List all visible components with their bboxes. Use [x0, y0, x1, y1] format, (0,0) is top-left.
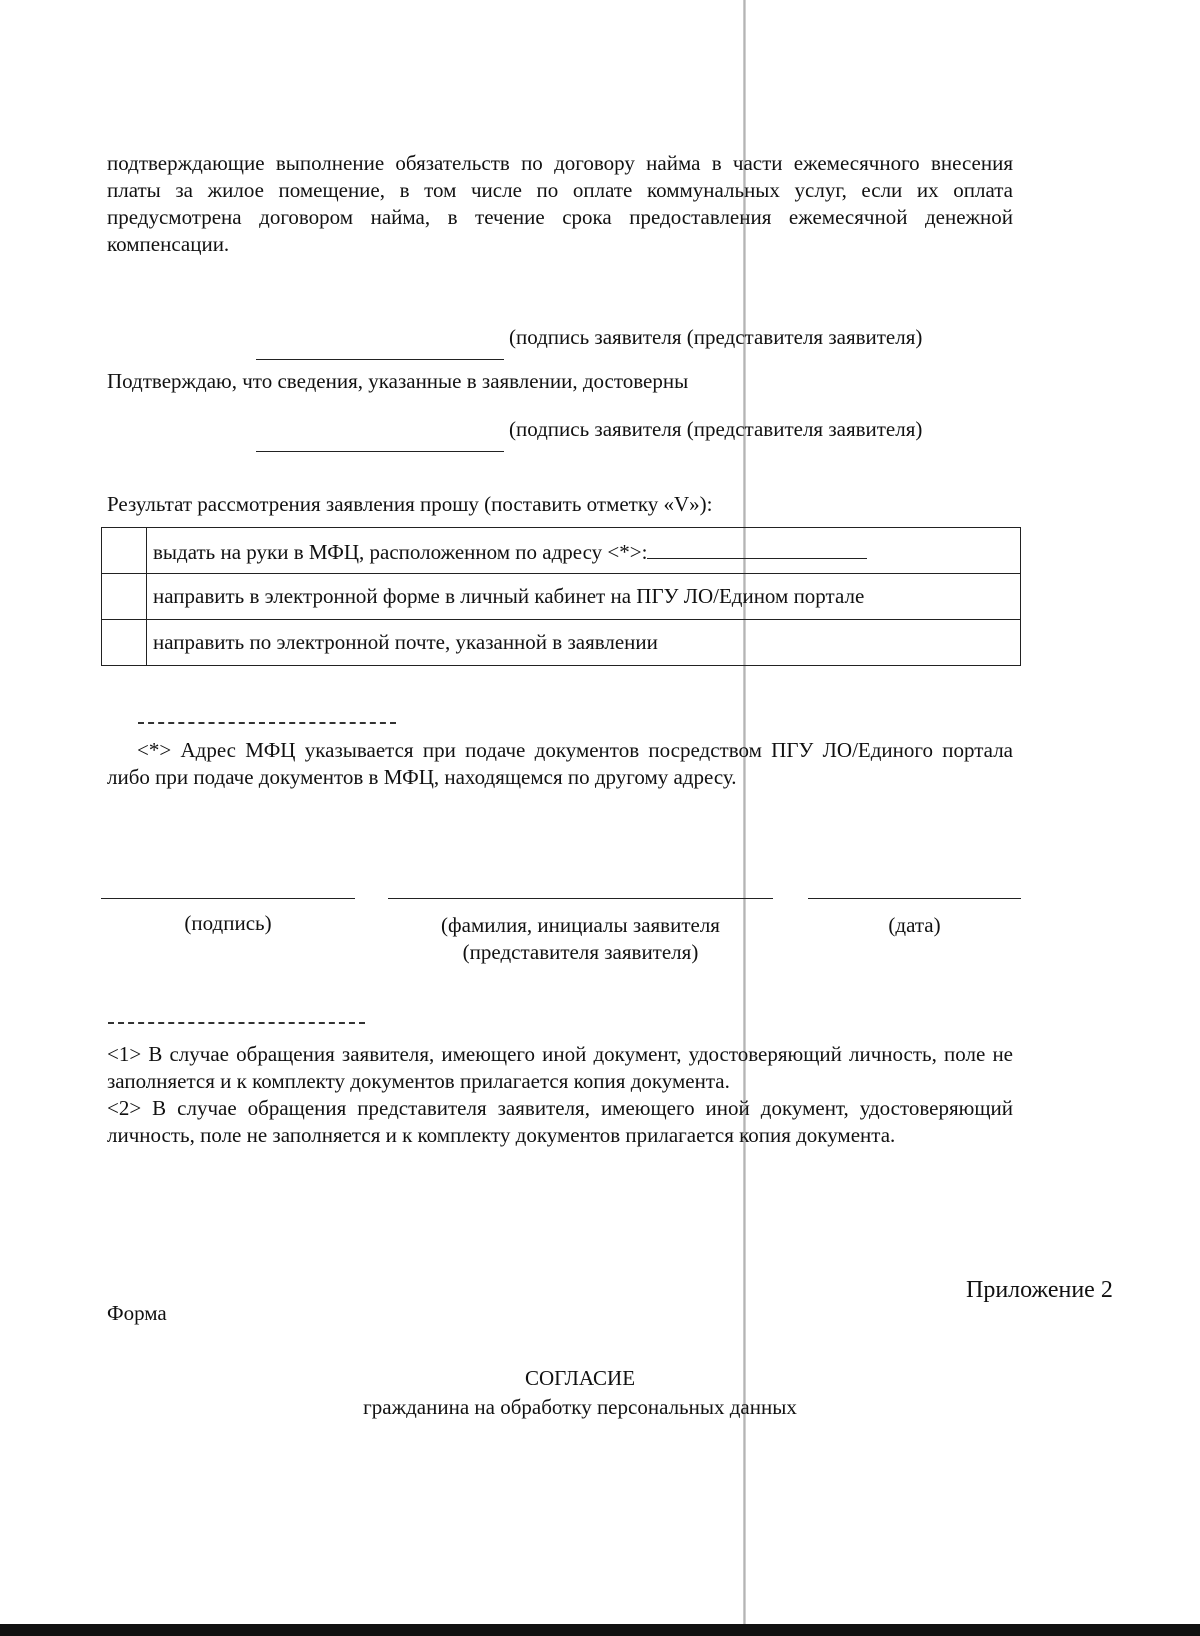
result-options-table: [101, 527, 1021, 666]
sign-line-date: [808, 898, 1021, 899]
signature-line-2: [256, 451, 504, 452]
scan-bottom-edge: [0, 1624, 1200, 1636]
footnote-separator-2: [108, 1022, 365, 1024]
signature-caption-1: (подпись заявителя (представителя заявителя): [509, 325, 923, 349]
form-label: Форма: [107, 1301, 167, 1325]
consent-subtitle: гражданина на обработку персональных данных: [363, 1395, 797, 1419]
option-row: [102, 620, 1021, 666]
option-checkbox-mfc[interactable]: [102, 528, 147, 574]
option-row: [102, 574, 1021, 620]
option-label-email: направить по электронной почте, указанной в заявлении: [153, 630, 658, 654]
option-checkbox-portal[interactable]: [102, 574, 147, 620]
footnote-1: <1> В случае обращения заявителя, имеющего иной документ, удостоверяющий личность, поле не заполняется и к комплекту документов прилагается копия документа.: [107, 1042, 1013, 1093]
option-cell: [147, 528, 1021, 574]
signature-caption-2: (подпись заявителя (представителя заявителя): [509, 417, 923, 441]
signature-line-1: [256, 359, 504, 360]
option-label-portal: направить в электронной форме в личный кабинет на ПГУ ЛО/Едином портале: [153, 584, 865, 608]
sign-caption-date: (дата): [888, 913, 941, 937]
sign-caption-name-1: (фамилия, инициалы заявителя: [441, 913, 720, 937]
consent-title: СОГЛАСИЕ: [524, 1366, 636, 1390]
sign-line-name: [388, 898, 773, 899]
address-fill-line[interactable]: [647, 536, 867, 559]
sign-caption-name-2: (представителя заявителя): [462, 940, 699, 964]
footnote-2: <2> В случае обращения представителя заявителя, имеющего иной документ, удостоверяющий личность, поле не заполняется и к комплекту документов прилагается копия документа.: [107, 1096, 1013, 1147]
option-cell: [147, 620, 1021, 666]
sign-caption-signature: (подпись): [184, 911, 272, 935]
appendix-label: Приложение 2: [966, 1277, 1113, 1303]
option-label-mfc: выдать на руки в МФЦ, расположенном по адресу <*>:: [153, 540, 648, 564]
sign-line-signature: [101, 898, 355, 899]
footnote-separator-1: [138, 722, 396, 724]
intro-paragraph: подтверждающие выполнение обязательств по договору найма в части ежемесячного внесения платы за жилое помещение, в том числе по оплате коммунальных услуг, если их оплата предусмотрена договором найма, в течение срока предоставления ежемесячной денежной компенсации.: [107, 151, 1013, 256]
footnotes-block: [107, 1041, 1013, 1149]
option-checkbox-email[interactable]: [102, 620, 147, 666]
confirm-text: Подтверждаю, что сведения, указанные в заявлении, достоверны: [107, 369, 689, 393]
option-cell: [147, 574, 1021, 620]
footnote-asterisk: <*> Адрес МФЦ указывается при подаче документов посредством ПГУ ЛО/Единого портала либо при подаче документов в МФЦ, находящемся по другому адресу.: [107, 738, 1013, 789]
option-row: [102, 528, 1021, 574]
result-prompt: Результат рассмотрения заявления прошу (поставить отметку «V»):: [107, 492, 713, 516]
